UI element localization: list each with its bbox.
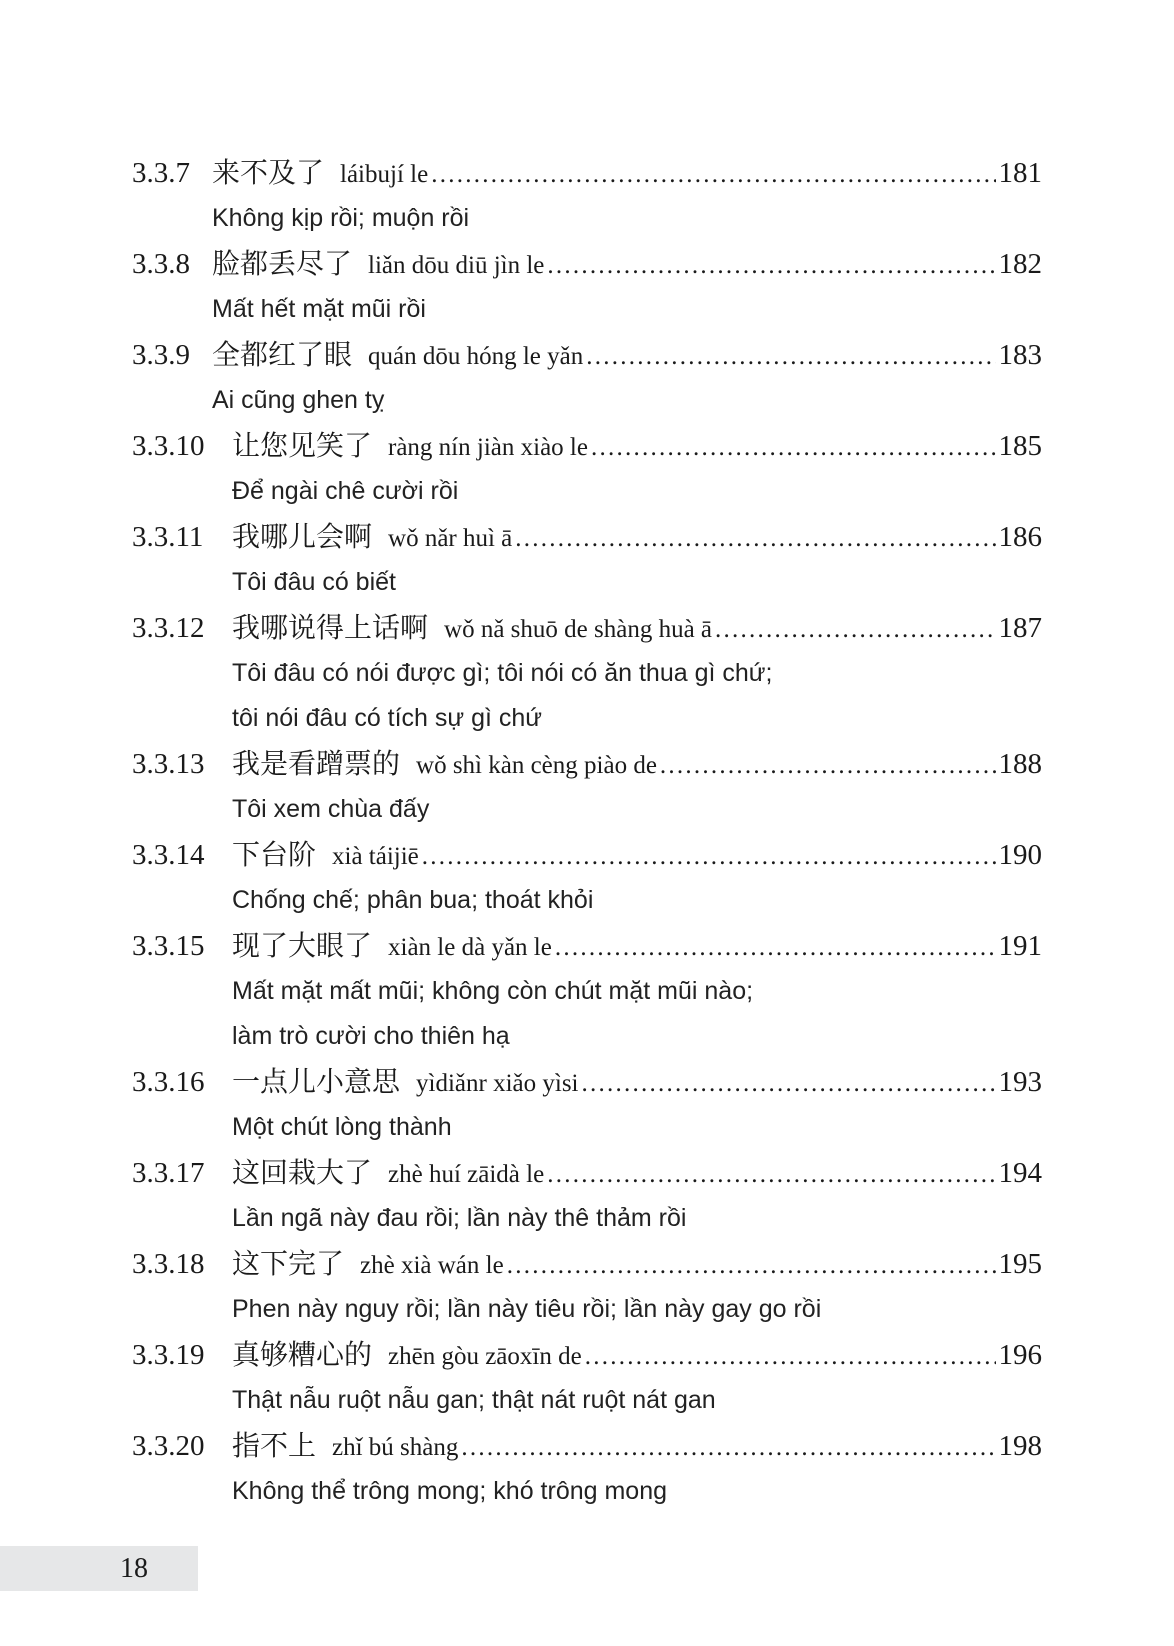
toc-entry-heading[interactable] bbox=[132, 514, 1042, 560]
page-ref: 191 bbox=[998, 930, 1042, 962]
page-ref: 194 bbox=[998, 1157, 1042, 1189]
pinyin: zhè huí zāidà le bbox=[388, 1161, 545, 1188]
toc-entry-heading[interactable] bbox=[132, 923, 1042, 969]
toc-entry[interactable] bbox=[132, 150, 1042, 241]
toc-entry[interactable] bbox=[132, 423, 1042, 514]
toc-entry[interactable] bbox=[132, 741, 1042, 832]
dot-leader bbox=[586, 334, 995, 380]
pinyin: liǎn dōu diū jìn le bbox=[368, 252, 545, 279]
vietnamese-translation: Để ngài chê cười rồi bbox=[232, 477, 459, 505]
section-number: 3.3.9 bbox=[132, 339, 190, 371]
page-ref: 181 bbox=[998, 157, 1042, 189]
page-ref: 186 bbox=[998, 521, 1042, 553]
section-number: 3.3.8 bbox=[132, 248, 190, 280]
toc-entry[interactable] bbox=[132, 241, 1042, 332]
vietnamese-translation: Mất hết mặt mũi rồi bbox=[212, 295, 426, 323]
toc-entry-heading[interactable] bbox=[132, 241, 1042, 287]
toc-entry[interactable] bbox=[132, 1423, 1042, 1514]
vietnamese-translation: Mất mặt mất mũi; không còn chút mặt mũi nào; bbox=[232, 977, 754, 1005]
page-ref: 193 bbox=[998, 1066, 1042, 1098]
footer-tab bbox=[0, 1546, 198, 1591]
dot-leader bbox=[547, 1152, 995, 1198]
dot-leader bbox=[582, 1061, 996, 1107]
page-ref: 190 bbox=[998, 839, 1042, 871]
pinyin: wǒ nǎr huì ā bbox=[388, 525, 513, 552]
chinese-phrase: 现了大眼了 bbox=[232, 929, 373, 962]
toc-entry-heading[interactable] bbox=[132, 1332, 1042, 1378]
vietnamese-translation: Ai cũng ghen tỵ bbox=[212, 386, 385, 414]
pinyin: zhēn gòu zāoxīn de bbox=[388, 1343, 582, 1370]
section-number: 3.3.10 bbox=[132, 430, 205, 462]
pinyin: xiàn le dà yǎn le bbox=[388, 934, 552, 961]
pinyin: láibují le bbox=[340, 161, 429, 188]
vietnamese-translation: Tôi đâu có biết bbox=[232, 568, 396, 596]
chinese-phrase: 我哪儿会啊 bbox=[232, 520, 373, 553]
toc-entry[interactable] bbox=[132, 1059, 1042, 1150]
toc-entry[interactable] bbox=[132, 514, 1042, 605]
section-number: 3.3.14 bbox=[132, 839, 205, 871]
chinese-phrase: 这下完了 bbox=[232, 1247, 345, 1280]
dot-leader bbox=[461, 1425, 995, 1471]
toc-entry-heading[interactable] bbox=[132, 1241, 1042, 1287]
toc-entry-heading[interactable] bbox=[132, 1059, 1042, 1105]
toc-entry[interactable] bbox=[132, 332, 1042, 423]
page-ref: 198 bbox=[998, 1430, 1042, 1462]
chinese-phrase: 让您见笑了 bbox=[232, 429, 373, 462]
chinese-phrase: 真够糟心的 bbox=[232, 1338, 373, 1371]
chinese-phrase: 指不上 bbox=[232, 1429, 317, 1462]
dot-leader bbox=[660, 743, 996, 789]
vietnamese-translation: Lần ngã này đau rồi; lần này thê thảm rồi bbox=[232, 1204, 687, 1232]
toc-entry-heading[interactable] bbox=[132, 1423, 1042, 1469]
toc-entry[interactable] bbox=[132, 832, 1042, 923]
pinyin: xià táijiē bbox=[332, 843, 419, 870]
section-number: 3.3.7 bbox=[132, 157, 190, 189]
page-ref: 182 bbox=[998, 248, 1042, 280]
toc-entry[interactable] bbox=[132, 1332, 1042, 1423]
pinyin: quán dōu hóng le yǎn bbox=[368, 343, 584, 370]
section-number: 3.3.15 bbox=[132, 930, 205, 962]
section-number: 3.3.20 bbox=[132, 1430, 205, 1462]
dot-leader bbox=[555, 925, 996, 971]
pinyin: ràng nín jiàn xiào le bbox=[388, 434, 588, 461]
chinese-phrase: 一点儿小意思 bbox=[232, 1065, 401, 1098]
vietnamese-translation: Không thể trông mong; khó trông mong bbox=[232, 1477, 668, 1505]
section-number: 3.3.16 bbox=[132, 1066, 205, 1098]
toc-entry[interactable] bbox=[132, 1241, 1042, 1332]
page-ref: 187 bbox=[998, 612, 1042, 644]
page-number: 18 bbox=[120, 1553, 148, 1584]
section-number: 3.3.18 bbox=[132, 1248, 205, 1280]
chinese-phrase: 全都红了眼 bbox=[212, 338, 353, 371]
toc-entry-heading[interactable] bbox=[132, 150, 1042, 196]
toc-entry-heading[interactable] bbox=[132, 832, 1042, 878]
vietnamese-translation: Thật nẫu ruột nẫu gan; thật nát ruột nát gan bbox=[232, 1386, 716, 1414]
chinese-phrase: 来不及了 bbox=[212, 156, 325, 189]
vietnamese-translation: Phen này nguy rồi; lần này tiêu rồi; lần này gay go rồi bbox=[232, 1295, 822, 1323]
toc-entry-heading[interactable] bbox=[132, 1150, 1042, 1196]
section-number: 3.3.13 bbox=[132, 748, 205, 780]
pinyin: zhè xià wán le bbox=[360, 1252, 504, 1279]
chinese-phrase: 这回栽大了 bbox=[232, 1156, 373, 1189]
vietnamese-translation: làm trò cười cho thiên hạ bbox=[232, 1022, 510, 1050]
dot-leader bbox=[715, 607, 995, 653]
dot-leader bbox=[422, 834, 996, 880]
page-ref: 195 bbox=[998, 1248, 1042, 1280]
page-ref: 188 bbox=[998, 748, 1042, 780]
page-ref: 185 bbox=[998, 430, 1042, 462]
vietnamese-translation: Không kịp rồi; muộn rồi bbox=[212, 204, 470, 232]
page-ref: 183 bbox=[998, 339, 1042, 371]
section-number: 3.3.17 bbox=[132, 1157, 205, 1189]
pinyin: yìdiǎnr xiǎo yìsi bbox=[416, 1070, 579, 1097]
dot-leader bbox=[585, 1334, 996, 1380]
section-number: 3.3.11 bbox=[132, 521, 204, 553]
pinyin: wǒ shì kàn cèng piào de bbox=[416, 752, 657, 779]
vietnamese-translation: tôi nói đâu có tích sự gì chứ bbox=[232, 704, 543, 732]
toc-entry-heading[interactable] bbox=[132, 423, 1042, 469]
chinese-phrase: 我是看蹭票的 bbox=[232, 747, 401, 780]
toc-entry-heading[interactable] bbox=[132, 741, 1042, 787]
toc-entry[interactable] bbox=[132, 923, 1042, 1059]
dot-leader bbox=[591, 425, 996, 471]
toc-entry[interactable] bbox=[132, 605, 1042, 741]
vietnamese-translation: Tôi đâu có nói được gì; tôi nói có ăn thua gì chứ; bbox=[232, 659, 773, 687]
chinese-phrase: 脸都丢尽了 bbox=[212, 247, 353, 280]
vietnamese-translation: Tôi xem chùa đấy bbox=[232, 795, 430, 823]
dot-leader bbox=[507, 1243, 996, 1289]
toc-entry-heading[interactable] bbox=[132, 605, 1042, 651]
vietnamese-translation: Một chút lòng thành bbox=[232, 1113, 452, 1141]
pinyin: zhǐ bú shàng bbox=[332, 1434, 459, 1461]
chinese-phrase: 下台阶 bbox=[232, 838, 317, 871]
pinyin: wǒ nǎ shuō de shàng huà ā bbox=[444, 616, 713, 643]
table-of-contents bbox=[132, 150, 1042, 1514]
dot-leader bbox=[547, 243, 995, 289]
page-ref: 196 bbox=[998, 1339, 1042, 1371]
chinese-phrase: 我哪说得上话啊 bbox=[232, 611, 429, 644]
toc-entry-heading[interactable] bbox=[132, 332, 1042, 378]
section-number: 3.3.12 bbox=[132, 612, 205, 644]
section-number: 3.3.19 bbox=[132, 1339, 205, 1371]
dot-leader bbox=[431, 152, 995, 198]
dot-leader bbox=[515, 516, 995, 562]
vietnamese-translation: Chống chế; phân bua; thoát khỏi bbox=[232, 886, 594, 914]
toc-entry[interactable] bbox=[132, 1150, 1042, 1241]
